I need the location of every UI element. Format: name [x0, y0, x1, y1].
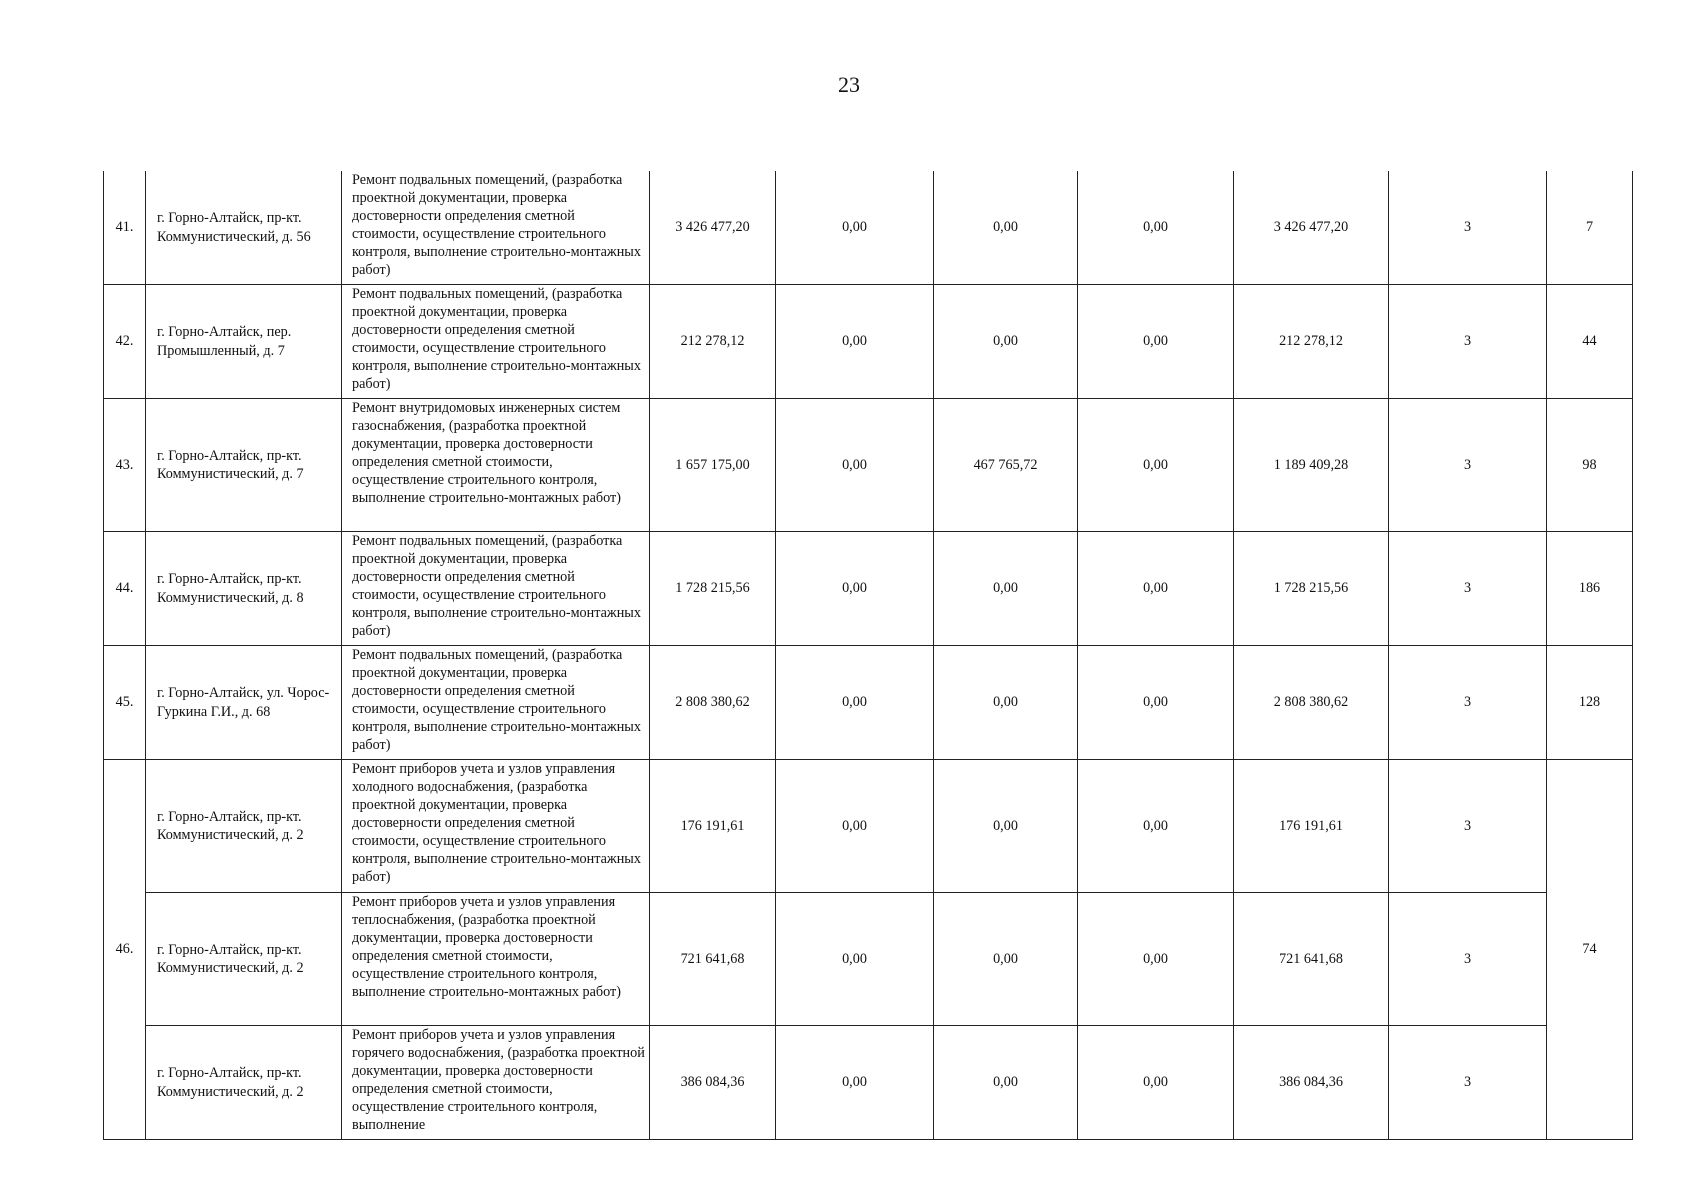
address-cell: г. Горно-Алтайск, пр-кт. Коммунистический, д. 2 — [146, 893, 342, 1026]
table-row — [104, 893, 1633, 1026]
term-cell: 3 — [1389, 171, 1547, 285]
table-row — [104, 646, 1633, 760]
fund-b-cell: 0,00 — [934, 1026, 1078, 1140]
fund-a-cell: 0,00 — [776, 171, 934, 285]
fund-b-cell: 0,00 — [934, 171, 1078, 285]
work-description-text: Ремонт приборов учета и узлов управления горячего водоснабжения, (разработка проектной документации, проверка достоверности определения сметной стоимости, осуществление строительного контроля, выполнение — [352, 1027, 645, 1134]
count-cell: 128 — [1547, 646, 1633, 760]
fund-c-cell: 0,00 — [1078, 532, 1234, 646]
table-row — [104, 1026, 1633, 1140]
work-description-text: Ремонт внутридомовых инженерных систем газоснабжения, (разработка проектной документации, проверка достоверности определения сметной стоимости, осуществление строительного контроля, выполнение строительно-монтажных работ) — [352, 400, 621, 507]
table-row — [104, 532, 1633, 646]
address-cell: г. Горно-Алтайск, пр-кт. Коммунистический, д. 56 — [146, 171, 342, 285]
fund-a-cell: 0,00 — [776, 760, 934, 893]
owners-funds-cell: 721 641,68 — [1234, 893, 1389, 1026]
row-number: 41. — [104, 171, 146, 285]
fund-a-cell: 0,00 — [776, 532, 934, 646]
fund-b-cell: 0,00 — [934, 893, 1078, 1026]
address-cell: г. Горно-Алтайск, пр-кт. Коммунистический, д. 8 — [146, 532, 342, 646]
address-cell: г. Горно-Алтайск, пр-кт. Коммунистический, д. 2 — [146, 760, 342, 893]
total-cost-cell: 2 808 380,62 — [650, 646, 776, 760]
owners-funds-cell: 176 191,61 — [1234, 760, 1389, 893]
row-number: 45. — [104, 646, 146, 760]
work-description-cell — [342, 171, 650, 285]
fund-c-cell: 0,00 — [1078, 285, 1234, 399]
term-cell: 3 — [1389, 893, 1547, 1026]
fund-c-cell: 0,00 — [1078, 893, 1234, 1026]
row-number: 46. — [104, 760, 146, 1140]
total-cost-cell: 1 657 175,00 — [650, 399, 776, 532]
address-cell: г. Горно-Алтайск, пр-кт. Коммунистический, д. 7 — [146, 399, 342, 532]
fund-c-cell: 0,00 — [1078, 760, 1234, 893]
fund-a-cell: 0,00 — [776, 646, 934, 760]
fund-c-cell: 0,00 — [1078, 399, 1234, 532]
owners-funds-cell: 3 426 477,20 — [1234, 171, 1389, 285]
fund-a-cell: 0,00 — [776, 1026, 934, 1140]
owners-funds-cell: 2 808 380,62 — [1234, 646, 1389, 760]
fund-c-cell: 0,00 — [1078, 171, 1234, 285]
work-description-cell — [342, 532, 650, 646]
table-row — [104, 760, 1633, 893]
count-cell: 44 — [1547, 285, 1633, 399]
term-cell: 3 — [1389, 532, 1547, 646]
owners-funds-cell: 386 084,36 — [1234, 1026, 1389, 1140]
owners-funds-cell: 1 728 215,56 — [1234, 532, 1389, 646]
table-row — [104, 399, 1633, 532]
work-description-text: Ремонт подвальных помещений, (разработка проектной документации, проверка достоверности определения сметной стоимости, осуществление строительного контроля, выполнение строительно-монтажных работ) — [352, 533, 641, 640]
term-cell: 3 — [1389, 1026, 1547, 1140]
fund-a-cell: 0,00 — [776, 893, 934, 1026]
fund-b-cell: 0,00 — [934, 532, 1078, 646]
term-cell: 3 — [1389, 646, 1547, 760]
work-description-cell — [342, 1026, 650, 1140]
table-row — [104, 285, 1633, 399]
fund-b-cell: 0,00 — [934, 285, 1078, 399]
address-cell: г. Горно-Алтайск, пер. Промышленный, д. 7 — [146, 285, 342, 399]
row-number: 44. — [104, 532, 146, 646]
owners-funds-cell: 212 278,12 — [1234, 285, 1389, 399]
page-number: 23 — [838, 72, 860, 97]
fund-c-cell: 0,00 — [1078, 646, 1234, 760]
work-description-cell — [342, 893, 650, 1026]
fund-b-cell: 0,00 — [934, 760, 1078, 893]
row-number: 43. — [104, 399, 146, 532]
count-cell: 186 — [1547, 532, 1633, 646]
work-description-cell — [342, 399, 650, 532]
fund-a-cell: 0,00 — [776, 285, 934, 399]
table-row — [104, 171, 1633, 285]
total-cost-cell: 386 084,36 — [650, 1026, 776, 1140]
fund-c-cell: 0,00 — [1078, 1026, 1234, 1140]
total-cost-cell: 1 728 215,56 — [650, 532, 776, 646]
row-number: 42. — [104, 285, 146, 399]
fund-b-cell: 0,00 — [934, 646, 1078, 760]
works-table — [103, 171, 1633, 1140]
work-description-text: Ремонт подвальных помещений, (разработка проектной документации, проверка достоверности определения сметной стоимости, осуществление строительного контроля, выполнение строительно-монтажных работ) — [352, 647, 641, 754]
count-cell: 74 — [1547, 760, 1633, 1140]
owners-funds-cell: 1 189 409,28 — [1234, 399, 1389, 532]
work-description-text: Ремонт приборов учета и узлов управления холодного водоснабжения, (разработка проектной документации, проверка достоверности определения сметной стоимости, осуществление строительного контроля, выполнение строительно-монтажных работ) — [352, 761, 641, 886]
term-cell: 3 — [1389, 399, 1547, 532]
address-cell: г. Горно-Алтайск, пр-кт. Коммунистический, д. 2 — [146, 1026, 342, 1140]
work-description-cell — [342, 646, 650, 760]
total-cost-cell: 721 641,68 — [650, 893, 776, 1026]
count-cell: 7 — [1547, 171, 1633, 285]
total-cost-cell: 176 191,61 — [650, 760, 776, 893]
term-cell: 3 — [1389, 760, 1547, 893]
work-description-text: Ремонт приборов учета и узлов управления теплоснабжения, (разработка проектной документации, проверка достоверности определения сметной стоимости, осуществление строительного контроля, выполнение строительно-монтажных работ) — [352, 894, 621, 1001]
total-cost-cell: 212 278,12 — [650, 285, 776, 399]
work-description-text: Ремонт подвальных помещений, (разработка проектной документации, проверка достоверности определения сметной стоимости, осуществление строительного контроля, выполнение строительно-монтажных работ) — [352, 286, 641, 393]
work-description-cell — [342, 760, 650, 893]
count-cell: 98 — [1547, 399, 1633, 532]
fund-b-cell: 467 765,72 — [934, 399, 1078, 532]
address-cell: г. Горно-Алтайск, ул. Чорос-Гуркина Г.И., д. 68 — [146, 646, 342, 760]
total-cost-cell: 3 426 477,20 — [650, 171, 776, 285]
fund-a-cell: 0,00 — [776, 399, 934, 532]
work-description-cell — [342, 285, 650, 399]
term-cell: 3 — [1389, 285, 1547, 399]
work-description-text: Ремонт подвальных помещений, (разработка проектной документации, проверка достоверности определения сметной стоимости, осуществление строительного контроля, выполнение строительно-монтажных работ) — [352, 172, 641, 279]
